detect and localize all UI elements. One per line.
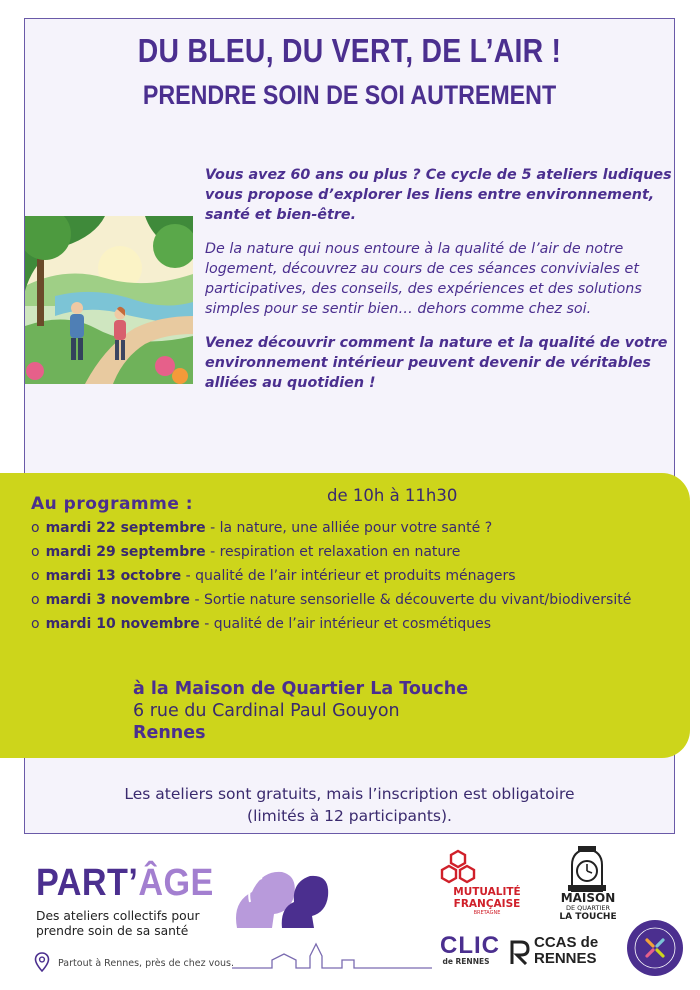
clock-tower-icon [562,845,612,893]
intro-paragraph-1: Vous avez 60 ans ou plus ? Ce cycle de 5 ateliers ludiques vous propose d’explorer les liens entre environnement, santé et bien-être. [205,167,672,223]
intro-paragraph-2: De la nature qui nous entoure à la qualité de l’air de notre logement, découvrez au cours de ces séances conviviales et participatives, des conseils, des expériences et des solutions simples pour se sentir bien… dehors comme chez soi. [205,241,642,317]
venue-name: à la Maison de Quartier La Touche [133,679,469,699]
list-item: o mardi 29 septembre - respiration et relaxation en nature [31,544,461,560]
ccas-r-icon [509,939,531,965]
bullet-icon: o [31,544,40,560]
intro-text [205,165,675,407]
program-time: de 10h à 11h30 [327,486,458,505]
page-title: DU BLEU, DU VERT, DE L’AIR ! [137,32,562,69]
list-item: o mardi 22 septembre - la nature, une alliée pour votre santé ? [31,520,493,536]
partage-tagline: Des ateliers collectifs pour prendre soin de sa santé [36,909,200,938]
bullet-icon: o [31,568,40,584]
ccas-rennes-logo: CCAS de RENNES [534,934,599,967]
program-list [31,516,638,636]
town-skyline-icon [232,938,432,972]
list-item: o mardi 10 novembre - qualité de l’air intérieur et cosmétiques [31,616,491,632]
location-pin-icon [34,952,50,972]
page-subtitle: PRENDRE SOIN DE SOI AUTREMENT [142,80,557,110]
venue-address [133,678,468,744]
faces-silhouette-icon [232,862,342,930]
partage-location: Partout à Rennes, près de chez vous. [58,958,235,969]
walking-seniors-illustration [25,216,193,384]
mutualite-hexagon-icon [438,849,478,887]
bullet-icon: o [31,592,40,608]
registration-notice: Les ateliers sont gratuits, mais l’inscription est obligatoire (limités à 12 participants). [124,785,575,825]
venue-street: 6 rue du Cardinal Paul Gouyon [133,701,400,721]
bullet-icon: o [31,616,40,632]
mutualite-logo: MUTUALITÉ FRANÇAISE BRETAGNE [453,886,521,916]
maison-quartier-logo: MAISON DE QUARTIER LA TOUCHE [559,891,617,922]
intro-paragraph-3: Venez découvrir comment la nature et la qualité de votre environnement intérieur peuvent devenir de véritables alliées au quotidien ! [205,335,668,391]
list-item: o mardi 3 novembre - Sortie nature sensorielle & découverte du vivant/biodiversité [31,592,632,608]
venue-city: Rennes [133,723,206,743]
bullet-icon: o [31,520,40,536]
program-heading: Au programme : [31,494,194,514]
clic-rennes-logo: CLIC de RENNES [440,932,500,966]
partage-logo: PART’ÂGE [36,862,214,904]
list-item: o mardi 13 octobre - qualité de l’air intérieur et produits ménagers [31,568,516,584]
partner-seal-icon [625,918,685,978]
